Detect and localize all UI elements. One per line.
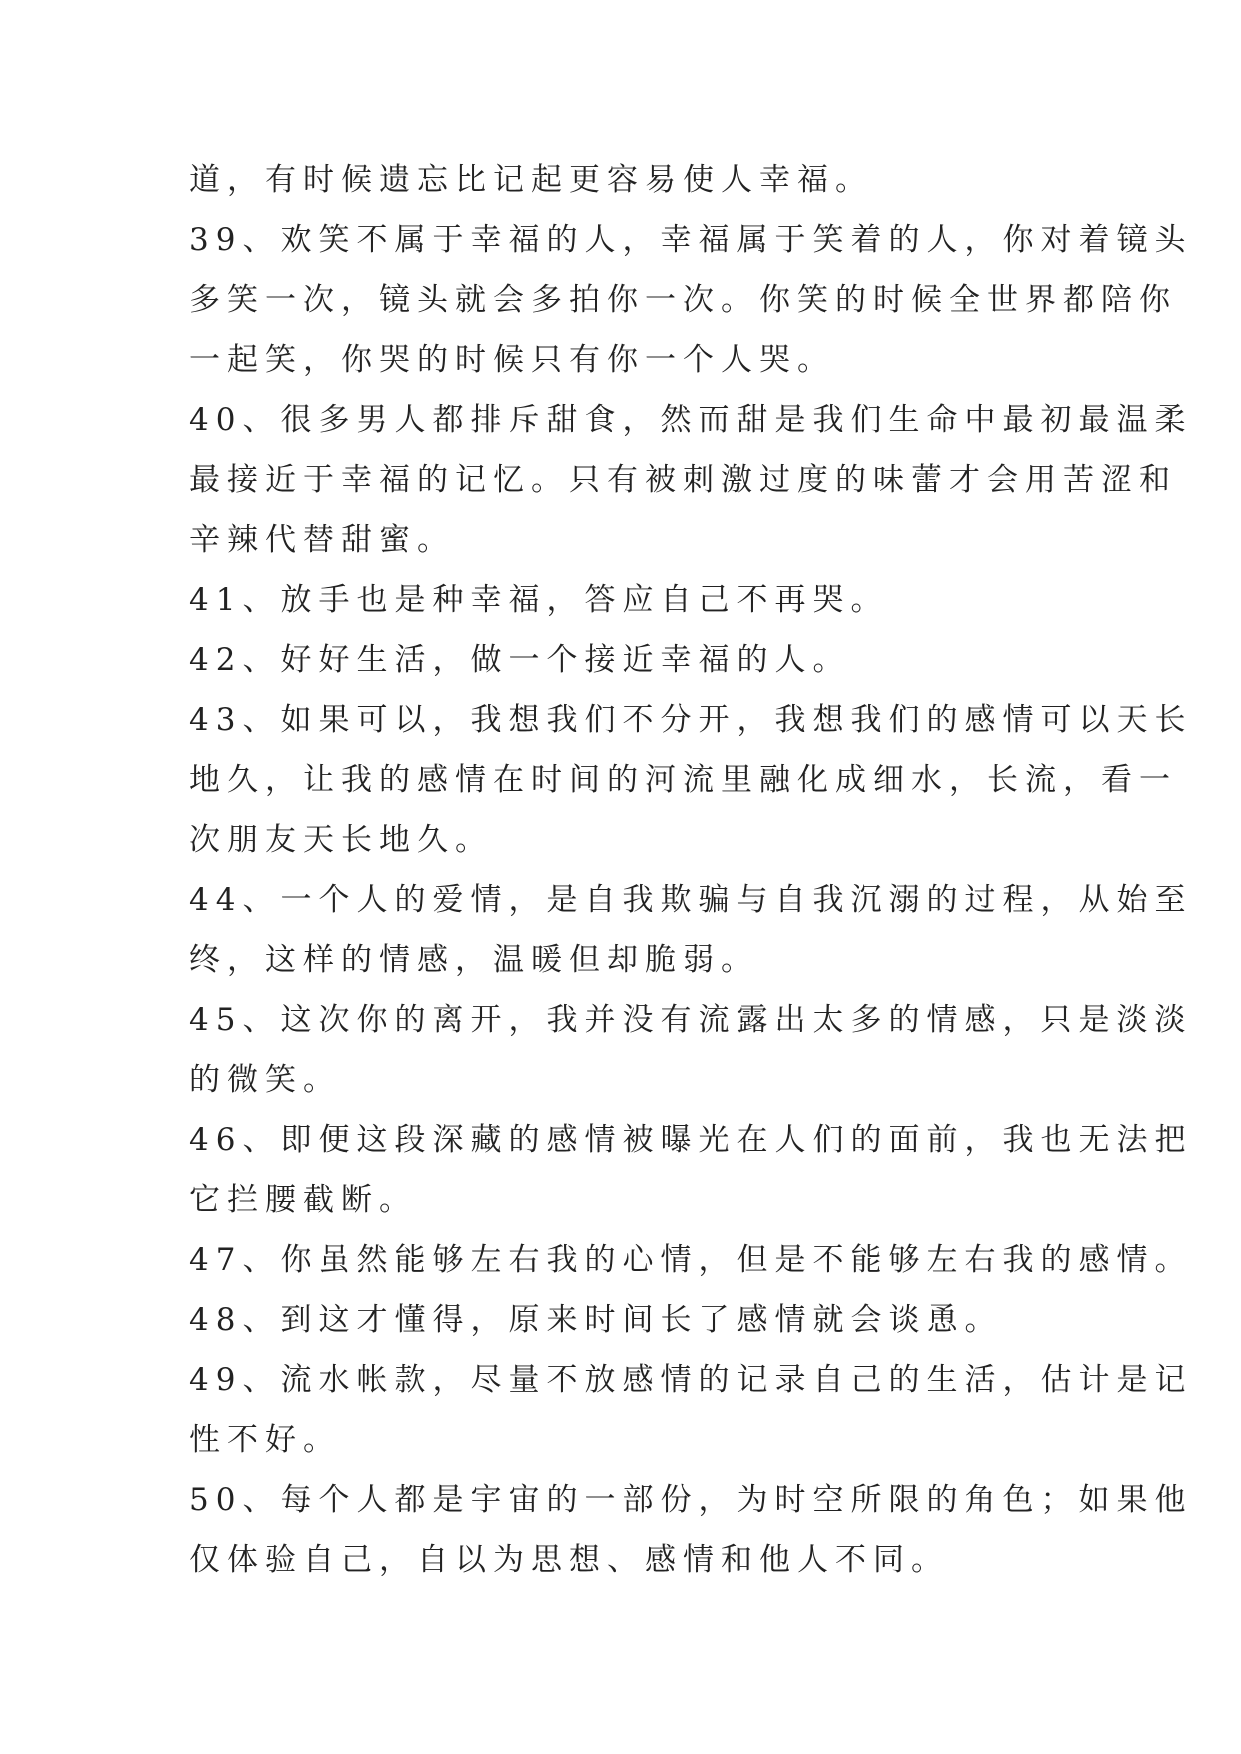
text-line: 仅体验自己，自以为思想、感情和他人不同。 (189, 1542, 949, 1578)
text-line: 道，有时候遗忘比记起更容易使人幸福。 (189, 162, 873, 198)
text-line: 41、放手也是种幸福，答应自己不再哭。 (189, 582, 889, 618)
text-line: 42、好好生活，做一个接近幸福的人。 (189, 642, 851, 678)
text-line: 44、一个人的爱情，是自我欺骗与自我沉溺的过程，从始至 (189, 882, 1193, 918)
text-line: 45、这次你的离开，我并没有流露出太多的情感，只是淡淡 (189, 1002, 1193, 1038)
text-line: 辛辣代替甜蜜。 (189, 522, 455, 558)
text-body (189, 150, 1193, 1590)
text-line: 它拦腰截断。 (189, 1182, 417, 1218)
text-line: 性不好。 (189, 1422, 341, 1458)
text-line: 48、到这才懂得，原来时间长了感情就会谈恿。 (189, 1302, 1003, 1338)
text-line: 50、每个人都是宇宙的一部份，为时空所限的角色；如果他 (189, 1482, 1193, 1518)
text-line: 地久，让我的感情在时间的河流里融化成细水，长流，看一 (189, 762, 1177, 798)
text-line: 49、流水帐款，尽量不放感情的记录自己的生活，估计是记 (189, 1362, 1193, 1398)
text-line: 47、你虽然能够左右我的心情，但是不能够左右我的感情。 (189, 1242, 1193, 1278)
text-line: 一起笑，你哭的时候只有你一个人哭。 (189, 342, 835, 378)
text-line: 40、很多男人都排斥甜食，然而甜是我们生命中最初最温柔 (189, 402, 1193, 438)
text-line: 的微笑。 (189, 1062, 341, 1098)
text-line: 次朋友天长地久。 (189, 822, 493, 858)
text-line: 39、欢笑不属于幸福的人，幸福属于笑着的人，你对着镜头 (189, 222, 1193, 258)
text-line: 43、如果可以，我想我们不分开，我想我们的感情可以天长 (189, 702, 1193, 738)
text-line: 终，这样的情感，温暖但却脆弱。 (189, 942, 759, 978)
text-line: 46、即便这段深藏的感情被曝光在人们的面前，我也无法把 (189, 1122, 1193, 1158)
text-line: 最接近于幸福的记忆。只有被刺激过度的味蕾才会用苦涩和 (189, 462, 1177, 498)
text-line: 多笑一次，镜头就会多拍你一次。你笑的时候全世界都陪你 (189, 282, 1177, 318)
